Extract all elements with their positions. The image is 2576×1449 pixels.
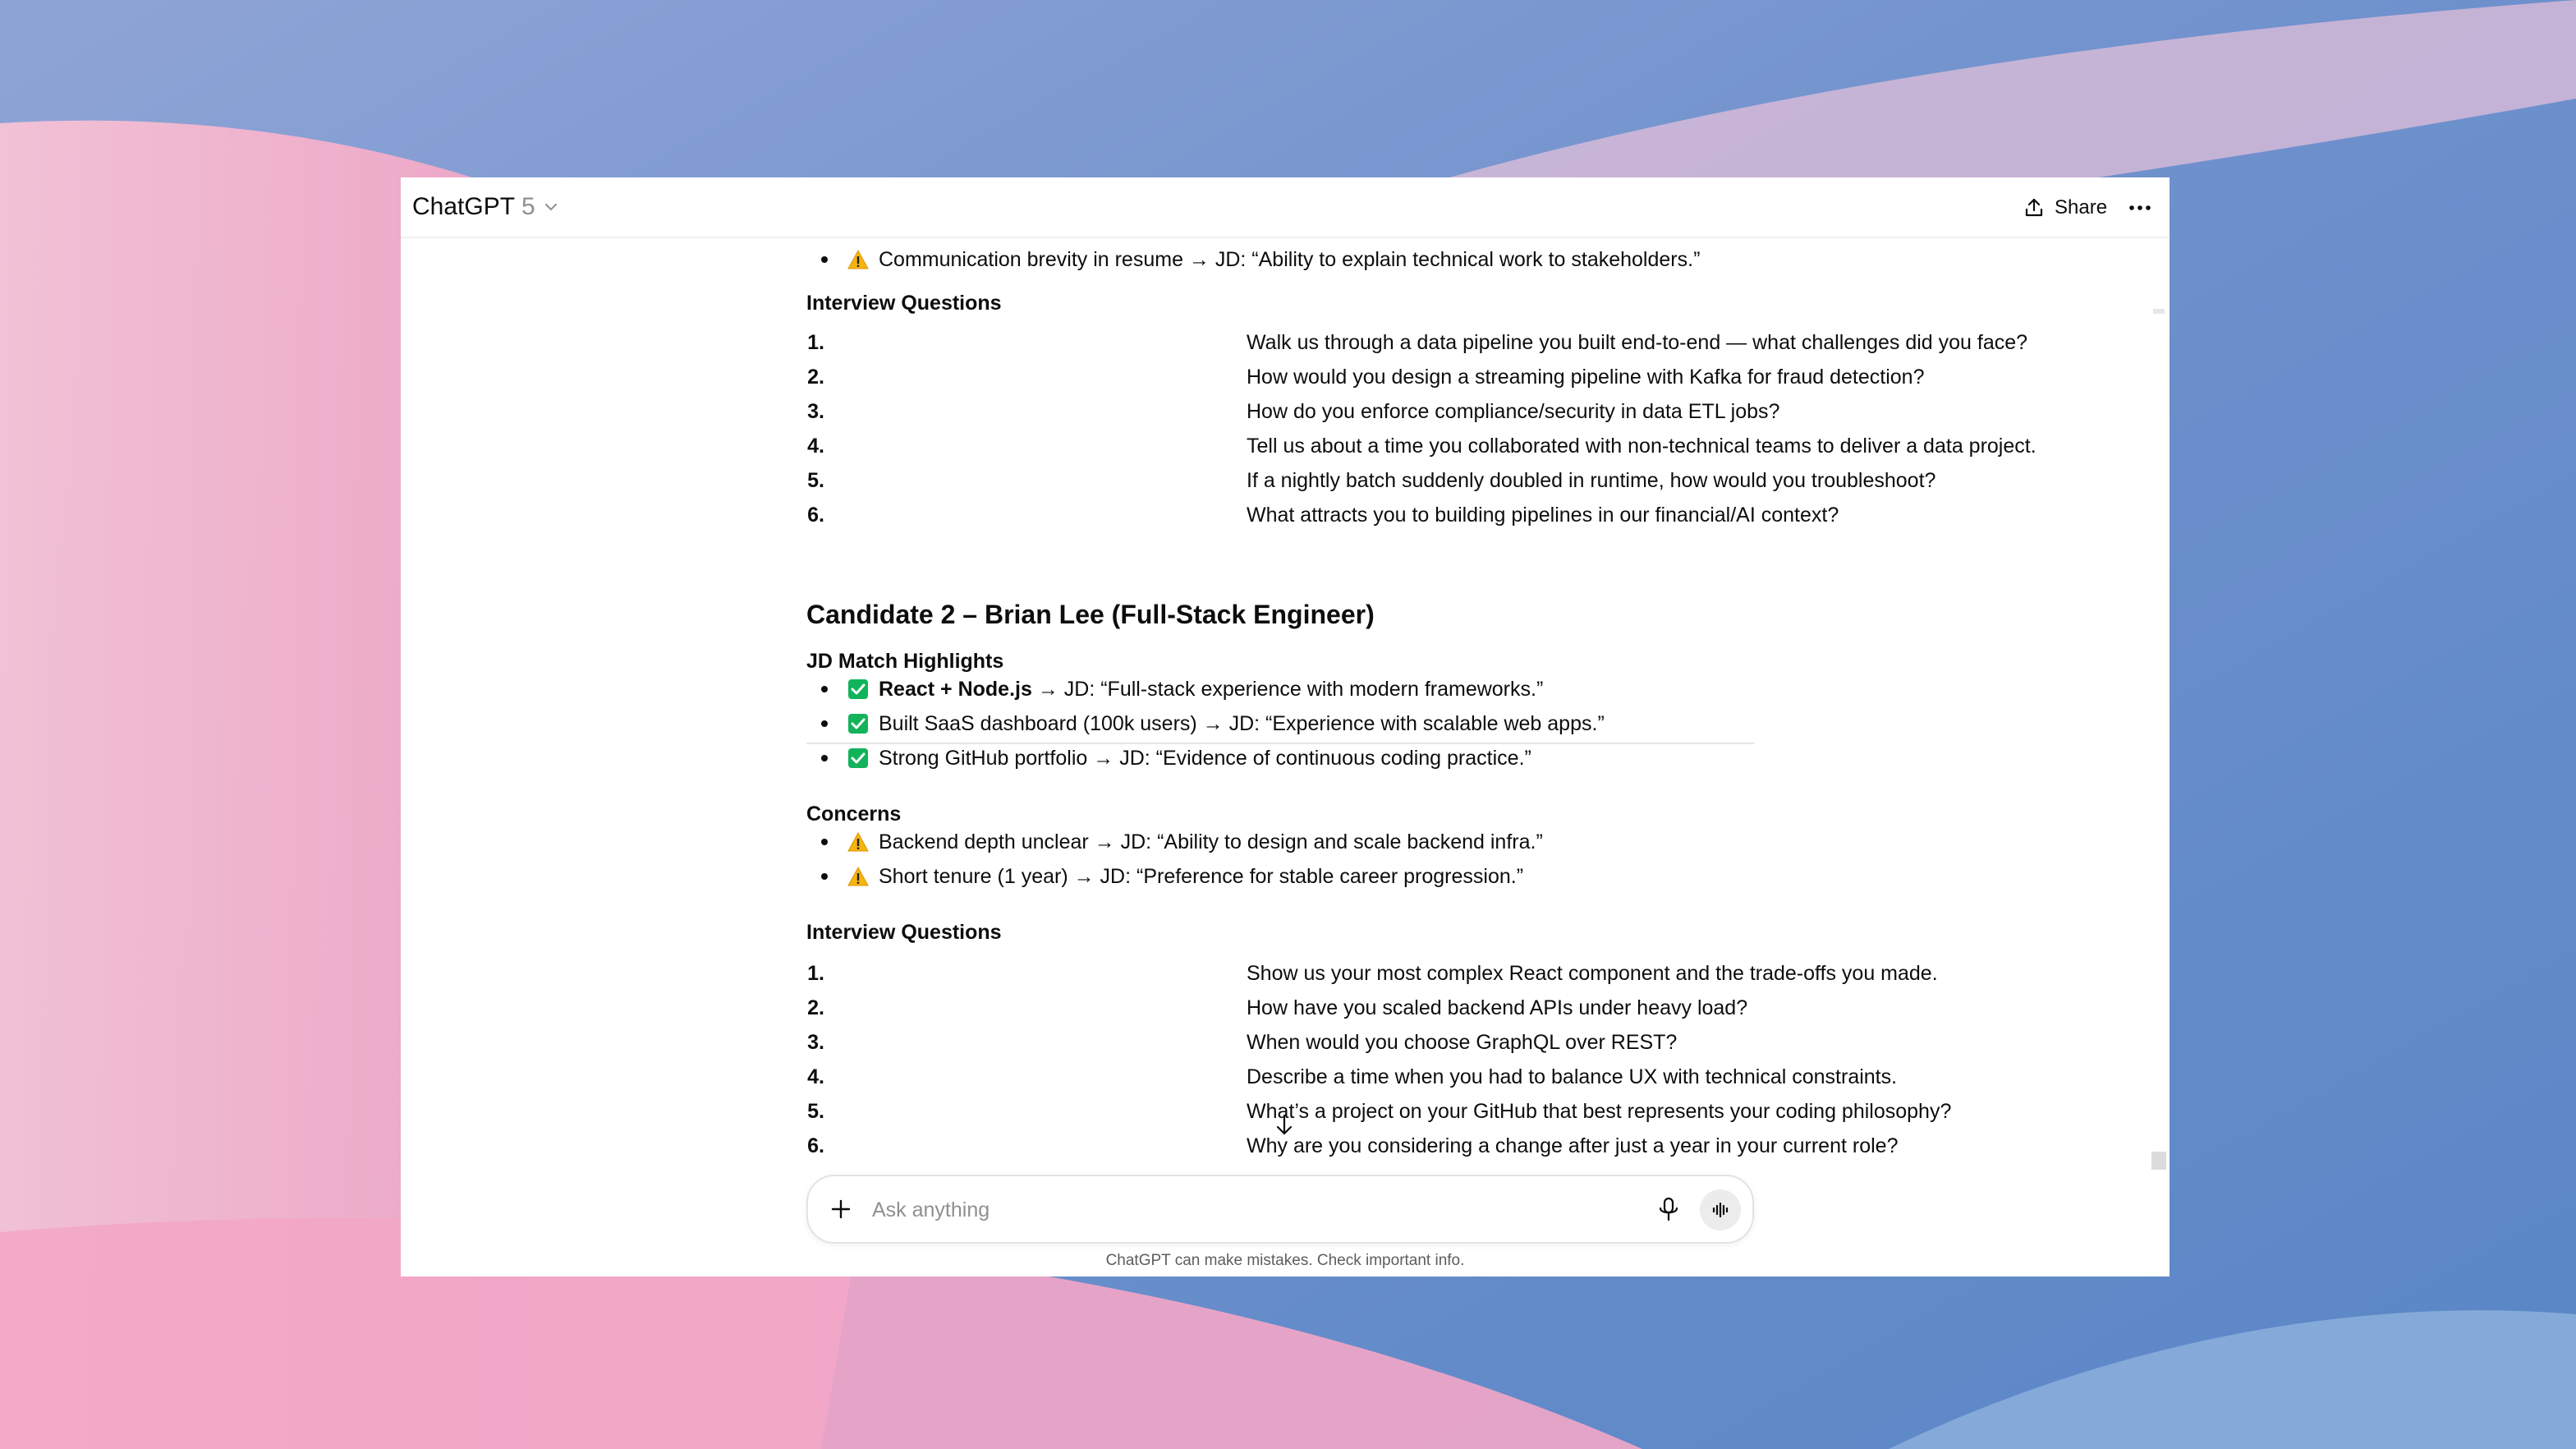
model-selector[interactable] bbox=[412, 193, 558, 221]
question-text: What attracts you to building pipelines in our financial/AI context? bbox=[1247, 504, 1839, 527]
concern-text: Communication brevity in resume → JD: “Ability to explain technical work to stakeholders.” bbox=[879, 248, 1701, 271]
top-bar bbox=[401, 177, 2170, 238]
c1-questions-heading: Interview Questions bbox=[806, 292, 1002, 315]
scrollbar-track-top bbox=[2153, 309, 2165, 314]
warning-icon bbox=[847, 831, 869, 853]
list-number: 3. bbox=[807, 1031, 824, 1054]
list-number: 5. bbox=[807, 469, 824, 492]
voice-mode-button[interactable] bbox=[1700, 1189, 1741, 1230]
warning-icon bbox=[847, 249, 869, 270]
bullet bbox=[821, 256, 828, 263]
microphone-icon[interactable] bbox=[1654, 1194, 1683, 1224]
list-number: 4. bbox=[807, 1065, 824, 1088]
list-number: 1. bbox=[807, 962, 824, 985]
list-number: 3. bbox=[807, 400, 824, 423]
list-number: 6. bbox=[807, 504, 824, 527]
bullet bbox=[821, 720, 828, 727]
highlight-rest: Strong GitHub portfolio → JD: “Evidence of continuous coding practice.” bbox=[879, 747, 1531, 770]
share-label: Share bbox=[2055, 196, 2108, 218]
check-icon bbox=[847, 713, 869, 734]
candidate2-heading: Candidate 2 – Brian Lee (Full-Stack Engineer) bbox=[806, 600, 1375, 629]
model-version: 5 bbox=[521, 193, 535, 220]
highlight-rest: Built SaaS dashboard (100k users) → JD: “Experience with scalable web apps.” bbox=[879, 712, 1605, 735]
question-text: Describe a time when you had to balance UX with technical constraints. bbox=[1247, 1065, 1898, 1088]
question-text: Walk us through a data pipeline you built end-to-end — what challenges did you face? bbox=[1247, 331, 2028, 354]
question-text: How do you enforce compliance/security in data ETL jobs? bbox=[1247, 400, 1780, 423]
concern-text: Short tenure (1 year) → JD: “Preference for stable career progression.” bbox=[879, 865, 1524, 888]
highlight-bold: React + Node.js bbox=[879, 678, 1032, 701]
question-text: If a nightly batch suddenly doubled in runtime, how would you troubleshoot? bbox=[1247, 469, 1936, 492]
check-icon bbox=[847, 678, 869, 700]
c2-concerns-heading: Concerns bbox=[806, 803, 902, 826]
c2-highlights-heading: JD Match Highlights bbox=[806, 650, 1004, 673]
more-options-icon[interactable] bbox=[2125, 196, 2155, 220]
question-text: What’s a project on your GitHub that best represents your coding philosophy? bbox=[1247, 1100, 1952, 1123]
c2-questions-heading: Interview Questions bbox=[806, 921, 1002, 944]
list-number: 6. bbox=[807, 1134, 824, 1157]
disclaimer: ChatGPT can make mistakes. Check important info. bbox=[1105, 1252, 1465, 1269]
question-text: Show us your most complex React component and the trade-offs you made. bbox=[1247, 962, 1938, 985]
bullet bbox=[821, 873, 828, 880]
share-button[interactable] bbox=[2023, 194, 2107, 222]
chevron-down-icon bbox=[544, 200, 558, 214]
check-icon bbox=[847, 748, 869, 769]
highlight-text bbox=[879, 675, 1543, 703]
list-number: 2. bbox=[807, 996, 824, 1019]
list-number: 1. bbox=[807, 331, 824, 354]
composer bbox=[806, 1175, 1754, 1244]
question-text: Why are you considering a change after just a year in your current role? bbox=[1247, 1134, 1899, 1157]
question-text: How would you design a streaming pipeline with Kafka for fraud detection? bbox=[1247, 366, 1925, 389]
bullet bbox=[821, 755, 828, 761]
highlight-text bbox=[879, 710, 1605, 738]
chat-window bbox=[401, 177, 2170, 1276]
highlight-text bbox=[879, 744, 1531, 772]
list-number: 4. bbox=[807, 435, 824, 458]
question-text: Tell us about a time you collaborated with non-technical teams to deliver a data project. bbox=[1247, 435, 2036, 458]
question-text: How have you scaled backend APIs under heavy load? bbox=[1247, 996, 1748, 1019]
plus-icon[interactable] bbox=[826, 1194, 856, 1224]
scroll-to-bottom-icon[interactable] bbox=[1271, 1112, 1297, 1138]
list-number: 5. bbox=[807, 1100, 824, 1123]
conversation-area bbox=[401, 238, 2170, 1276]
ask-input[interactable] bbox=[870, 1191, 1613, 1229]
highlight-rest: → JD: “Full-stack experience with modern frameworks.” bbox=[1031, 678, 1544, 701]
app-name: ChatGPT bbox=[412, 193, 516, 220]
bullet bbox=[821, 839, 828, 845]
voice-waveform-icon bbox=[1710, 1199, 1731, 1221]
warning-icon bbox=[847, 866, 869, 887]
scrollbar-thumb[interactable] bbox=[2151, 1152, 2166, 1170]
question-text: When would you choose GraphQL over REST? bbox=[1247, 1031, 1678, 1054]
concern-text: Backend depth unclear → JD: “Ability to design and scale backend infra.” bbox=[879, 830, 1543, 853]
list-number: 2. bbox=[807, 366, 824, 389]
bullet bbox=[821, 686, 828, 692]
share-icon bbox=[2023, 197, 2045, 218]
